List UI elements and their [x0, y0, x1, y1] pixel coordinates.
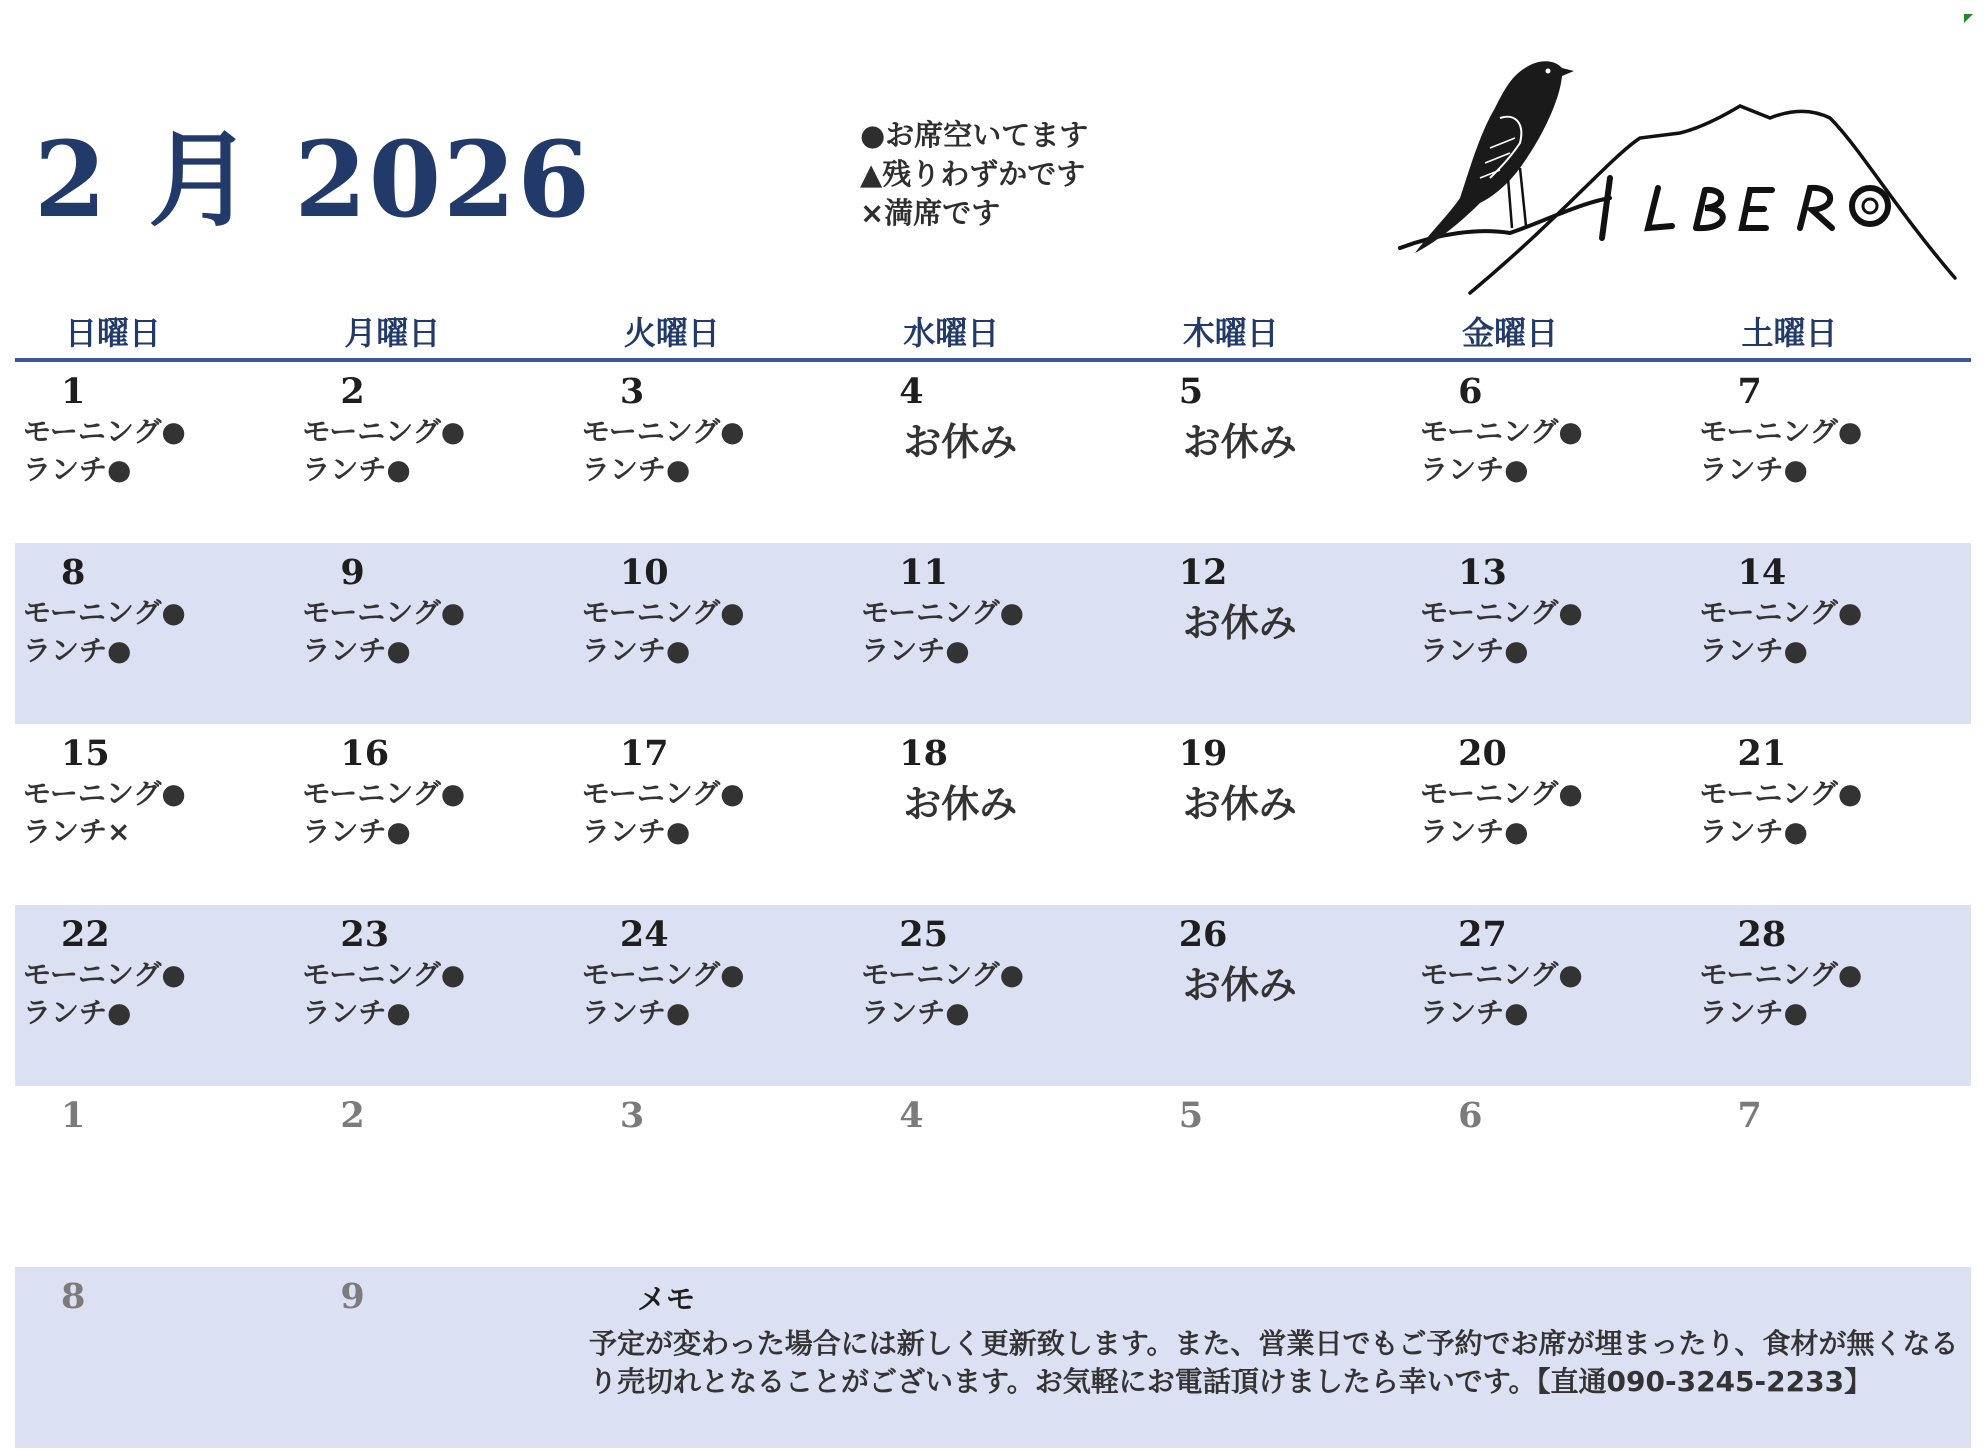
- weekday-sunday: 日曜日: [65, 314, 162, 352]
- morning-availability: モーニング●: [1420, 958, 1583, 991]
- day-number: 5: [1178, 371, 1204, 412]
- day-cell[interactable]: [1133, 362, 1412, 543]
- day-number: 16: [340, 733, 390, 774]
- day-number: 23: [340, 914, 390, 955]
- lunch-availability: ランチ●: [581, 996, 691, 1029]
- day-number: 2: [340, 1095, 365, 1136]
- day-cell[interactable]: [1133, 543, 1412, 724]
- morning-availability: モーニング●: [1420, 777, 1583, 810]
- morning-availability: モーニング●: [302, 777, 466, 810]
- calendar-title: [34, 120, 592, 240]
- lunch-availability: ランチ●: [581, 453, 691, 486]
- day-number: 26: [1178, 914, 1228, 955]
- day-cell[interactable]: [574, 905, 853, 1086]
- lunch-availability: ランチ●: [861, 634, 970, 667]
- memo-title: メモ: [637, 1282, 696, 1316]
- day-number: 17: [619, 733, 669, 774]
- closed-label: お休み: [1182, 420, 1297, 464]
- calendar-week-row: [15, 905, 1971, 1086]
- weekday-friday: 金曜日: [1462, 314, 1559, 352]
- day-cell[interactable]: [574, 362, 853, 543]
- logo-image: [1340, 38, 1960, 308]
- title-month-kanji: 月: [148, 118, 255, 241]
- calendar-week-row: [15, 1267, 1971, 1448]
- day-cell[interactable]: [1692, 362, 1971, 543]
- lunch-availability: ランチ●: [1699, 996, 1808, 1029]
- calendar-weeks: [15, 362, 1971, 1448]
- lunch-availability: ランチ●: [1699, 634, 1808, 667]
- day-cell[interactable]: [853, 543, 1132, 724]
- day-cell[interactable]: [1133, 724, 1412, 905]
- day-cell[interactable]: [15, 362, 294, 543]
- calendar-week-row: [15, 362, 1971, 543]
- day-number: 8: [61, 552, 86, 593]
- closed-label: お休み: [903, 420, 1018, 464]
- day-number: 14: [1737, 552, 1787, 593]
- day-number: 12: [1178, 552, 1228, 593]
- morning-availability: モーニング●: [581, 415, 745, 448]
- morning-availability: モーニング●: [302, 958, 466, 991]
- morning-availability: モーニング●: [23, 777, 186, 810]
- day-cell[interactable]: [1692, 1086, 1971, 1267]
- day-cell[interactable]: [294, 362, 573, 543]
- day-cell[interactable]: [15, 724, 294, 905]
- day-cell[interactable]: [15, 1086, 294, 1267]
- day-number: 9: [340, 552, 365, 593]
- lunch-availability: ランチ●: [302, 996, 411, 1029]
- day-cell[interactable]: [294, 724, 573, 905]
- lunch-availability: ランチ●: [23, 996, 132, 1029]
- day-number: 4: [899, 371, 924, 412]
- lunch-availability: ランチ●: [302, 634, 411, 667]
- day-number: 13: [1458, 552, 1507, 593]
- memo-text: 予定が変わった場合には新しく更新致します。また、営業日でもご予約でお席が埋まったり、食材が無くなるり売切れとなることがございます。お気軽にお電話頂けましたら幸いです。【直通090-3245-2233】: [589, 1327, 1959, 1398]
- morning-availability: モーニング●: [581, 958, 745, 991]
- day-number: 22: [61, 914, 110, 955]
- day-number: 6: [1458, 1095, 1483, 1136]
- bird-mountain-logo: [1340, 38, 1960, 308]
- morning-availability: モーニング●: [1699, 958, 1863, 991]
- memo-section: [581, 1267, 1971, 1448]
- day-cell[interactable]: [574, 1086, 853, 1267]
- day-cell[interactable]: [853, 362, 1132, 543]
- day-number: 4: [899, 1095, 924, 1136]
- day-cell[interactable]: [1133, 1086, 1412, 1267]
- day-cell[interactable]: [1692, 905, 1971, 1086]
- morning-availability: モーニング●: [23, 415, 186, 448]
- closed-label: お休み: [1182, 782, 1297, 826]
- corner-marker: [1964, 14, 1973, 23]
- lunch-availability: ランチ●: [1420, 815, 1529, 848]
- day-number: 19: [1178, 733, 1228, 774]
- day-number: 11: [899, 552, 948, 593]
- day-number: 24: [619, 914, 669, 955]
- day-cell[interactable]: [853, 724, 1132, 905]
- day-number: 2: [340, 371, 365, 412]
- morning-availability: モーニング●: [1420, 596, 1583, 629]
- morning-availability: モーニング●: [1420, 415, 1583, 448]
- lunch-availability: ランチ●: [23, 453, 132, 486]
- day-number: 5: [1178, 1095, 1204, 1136]
- calendar-week-row: [15, 724, 1971, 905]
- day-number: 21: [1737, 733, 1787, 774]
- legend-full: ×満席です: [860, 196, 1001, 230]
- lunch-availability: ランチ●: [1699, 453, 1808, 486]
- closed-label: お休み: [903, 782, 1018, 826]
- morning-availability: モーニング●: [581, 777, 745, 810]
- day-number: 20: [1458, 733, 1507, 774]
- day-number: 3: [619, 371, 645, 412]
- calendar-grid: [15, 308, 1971, 1448]
- day-cell[interactable]: [294, 543, 573, 724]
- day-cell[interactable]: [1133, 905, 1412, 1086]
- day-cell[interactable]: [574, 724, 853, 905]
- lunch-availability: ランチ●: [1420, 996, 1529, 1029]
- closed-label: お休み: [1182, 601, 1297, 645]
- availability-legend: [860, 116, 1088, 233]
- title-month: 2: [34, 118, 109, 241]
- day-cell[interactable]: [1412, 1086, 1691, 1267]
- day-cell[interactable]: [1412, 724, 1691, 905]
- weekday-header: [15, 308, 1971, 362]
- day-cell[interactable]: [294, 905, 573, 1086]
- day-number: 3: [619, 1095, 645, 1136]
- day-number: 28: [1737, 914, 1787, 955]
- day-cell[interactable]: [853, 905, 1132, 1086]
- morning-availability: モーニング●: [581, 596, 745, 629]
- calendar-week-row: [15, 543, 1971, 724]
- morning-availability: モーニング●: [302, 596, 466, 629]
- lunch-availability: ランチ●: [302, 815, 411, 848]
- legend-available: ●お席空いてます: [860, 118, 1089, 152]
- morning-availability: モーニング●: [23, 958, 186, 991]
- morning-availability: モーニング●: [1699, 415, 1863, 448]
- title-year: 2026: [294, 118, 592, 241]
- day-number: 7: [1737, 1095, 1762, 1136]
- weekday-saturday: 土曜日: [1741, 314, 1838, 352]
- day-number: 9: [340, 1276, 365, 1317]
- day-cell[interactable]: [853, 1086, 1132, 1267]
- day-number: 7: [1737, 371, 1762, 412]
- day-cell[interactable]: [574, 543, 853, 724]
- lunch-availability: ランチ●: [1699, 815, 1808, 848]
- day-cell[interactable]: [15, 1267, 294, 1448]
- lunch-availability: ランチ●: [861, 996, 970, 1029]
- day-cell[interactable]: [1412, 543, 1691, 724]
- morning-availability: モーニング●: [302, 415, 466, 448]
- day-number: 1: [61, 371, 86, 412]
- day-number: 8: [61, 1276, 86, 1317]
- calendar-week-row: [15, 1086, 1971, 1267]
- lunch-availability: ランチ●: [302, 453, 411, 486]
- weekday-wednesday: 水曜日: [903, 314, 1000, 352]
- lunch-availability: ランチ●: [23, 634, 132, 667]
- morning-availability: モーニング●: [861, 958, 1025, 991]
- lunch-availability: ランチ●: [581, 815, 691, 848]
- day-number: 15: [61, 733, 110, 774]
- day-cell[interactable]: [15, 543, 294, 724]
- day-cell[interactable]: [294, 1086, 573, 1267]
- day-number: 25: [899, 914, 948, 955]
- day-number: 6: [1458, 371, 1483, 412]
- morning-availability: モーニング●: [23, 596, 186, 629]
- lunch-availability: ランチ●: [1420, 634, 1529, 667]
- closed-label: お休み: [1182, 963, 1297, 1007]
- morning-availability: モーニング●: [861, 596, 1025, 629]
- lunch-availability: ランチ●: [581, 634, 691, 667]
- day-cell[interactable]: [1692, 724, 1971, 905]
- day-cell[interactable]: [294, 1267, 573, 1448]
- day-cell[interactable]: [15, 905, 294, 1086]
- day-number: 10: [619, 552, 669, 593]
- weekday-monday: 月曜日: [344, 314, 441, 352]
- weekday-thursday: 木曜日: [1182, 314, 1279, 352]
- lunch-availability: ランチ×: [23, 815, 131, 848]
- weekday-tuesday: 火曜日: [623, 314, 720, 352]
- day-number: 27: [1458, 914, 1507, 955]
- morning-availability: モーニング●: [1699, 596, 1863, 629]
- day-cell[interactable]: [1412, 362, 1691, 543]
- lunch-availability: ランチ●: [1420, 453, 1529, 486]
- morning-availability: モーニング●: [1699, 777, 1863, 810]
- day-cell[interactable]: [1412, 905, 1691, 1086]
- day-cell[interactable]: [1692, 543, 1971, 724]
- legend-few-left: ▲残りわずかです: [860, 157, 1086, 191]
- day-number: 18: [899, 733, 948, 774]
- day-number: 1: [61, 1095, 86, 1136]
